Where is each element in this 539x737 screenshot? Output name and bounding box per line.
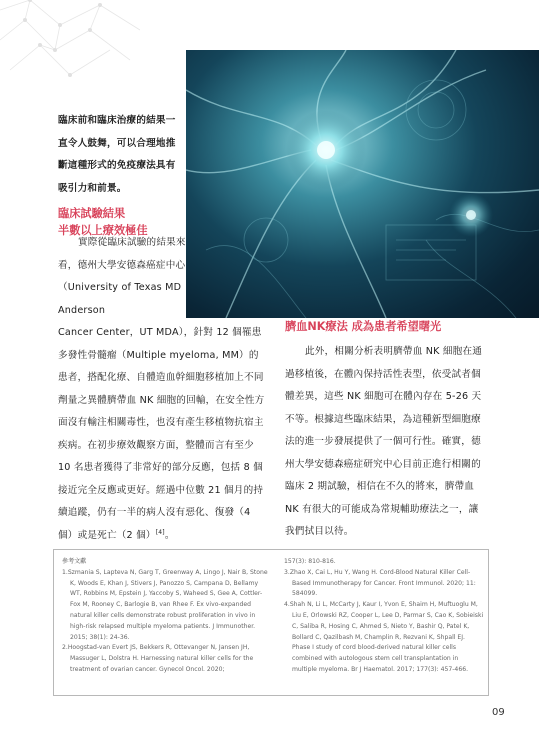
clinical-results-paragraph-start bbox=[58, 232, 187, 322]
clinical-results-text-a: 實際從臨床試驗的結果來看，德州大學安德森癌症中心（University of Texas MD Anderson bbox=[58, 237, 186, 316]
corner-network-decoration bbox=[0, 0, 140, 90]
reference-item: 1.Szmania S, Lapteva N, Garg T, Greenway A, Lingo J, Nair B, Stone K, Woods E, Khan J, Stivers J, Panozzo S, Campana D, Bellamy WT, Robbins M, Epstein J, Yaccoby S, Waheed S, Gee A, Cottler-Fox M, Rooney C, Barlogie B, van Rhee F. Ex vivo-expanded natural killer cells demonstrate robust proliferation in vivo in high-risk relapsed multiple myeloma patients. J Immunother. 2015; 38(1): 24-36. bbox=[62, 568, 268, 641]
reference-item: 157(3): 810-816. bbox=[284, 558, 336, 565]
section-heading-cord-blood-nk: 臍血NK療法 成為患者希望曙光 bbox=[285, 320, 442, 333]
citation-marker: [4] bbox=[155, 528, 165, 536]
neuron-illustration bbox=[186, 50, 539, 318]
clinical-results-text-b: Cancer Center，UT MDA），針對 12 個罹患多發性骨髓瘤（Multiple myeloma, MM）的患者，搭配化療、自體造血幹細胞移植加上不同劑量之異體臍帶血 NK 細胞的回輸，在安全性方面沒有輸注相關毒性，也沒有產生移植物抗宿主疾病。在初步療效觀察方面，整體而言有至少 10 名患者獲得了非常好的部分反應，包括 8 個接近完全反應或更好。經過中位數 21 個月的持續追蹤，仍有一半的病人沒有惡化、復發（4 個）或是死亡（2 個） bbox=[58, 327, 265, 541]
cord-blood-nk-text: 此外，相關分析表明臍帶血 NK 細胞在通過移植後，在體內保持活性表型，依受試者個體差異，這些 NK 細胞可在體內存在 5-26 天不等。根據這些臨床結果，為這種新型細胞療法的進一步發展提供了一個可行性。確實，德州大學安德森癌症研究中心目前正進行相關的臨床 2 期試驗，相信在不久的將來，臍帶血 NK 有很大的可能成為常規輔助療法之一，讓我們拭目以待。 bbox=[285, 346, 483, 537]
references-box bbox=[53, 549, 489, 696]
cord-blood-nk-paragraph bbox=[285, 341, 486, 544]
clinical-results-text-end: 。 bbox=[164, 529, 175, 541]
reference-item: 2.Hoogstad-van Evert JS, Bekkers R, Ottevanger N, Jansen JH, Massuger L, Dolstra H. Harnessing natural killer cells for the treatment of ovarian cancer. Gynecol Oncol. 2020; bbox=[62, 644, 254, 673]
references-title: 參考文獻 bbox=[62, 558, 87, 565]
intro-paragraph: 臨床前和臨床治療的結果一直令人鼓舞，可以合理地推斷這種形式的免疫療法具有吸引力和前景。 bbox=[58, 115, 176, 194]
heading-line-1: 臨床試驗結果 bbox=[58, 207, 126, 220]
clinical-results-paragraph-continued bbox=[58, 322, 266, 547]
reference-item: 3.Zhao X, Cai L, Hu Y, Wang H. Cord-Blood Natural Killer Cell-Based Immunotherapy for Cancer. Front Immunol. 2020; 11: 584099. bbox=[284, 568, 476, 598]
references-column-right bbox=[284, 557, 484, 676]
neuron-hero-image bbox=[186, 50, 539, 318]
heading-line-2: 半數以上療效極佳 bbox=[58, 224, 148, 237]
reference-item: 4.Shah N, Li L, McCarty J, Kaur I, Yvon E, Shaim H, Muftuoglu M, Liu E, Orlowski RZ, Cooper L, Lee D, Parmar S, Cao K, Sobieiski C, Saliba R, Hosing C, Ahmed S, Nieto Y, Bashir Q, Patel K, Bollard C, Qazilbash M, Champlin R, Rezvani K, Shpall EJ. Phase I study of cord blood-derived natural killer cells combined with autologous stem cell transplantation in multiple myeloma. Br J Haematol. 2017; 177(3): 457-466. bbox=[284, 601, 484, 673]
page-number: 09 bbox=[492, 707, 505, 718]
references-column-left bbox=[62, 557, 269, 676]
